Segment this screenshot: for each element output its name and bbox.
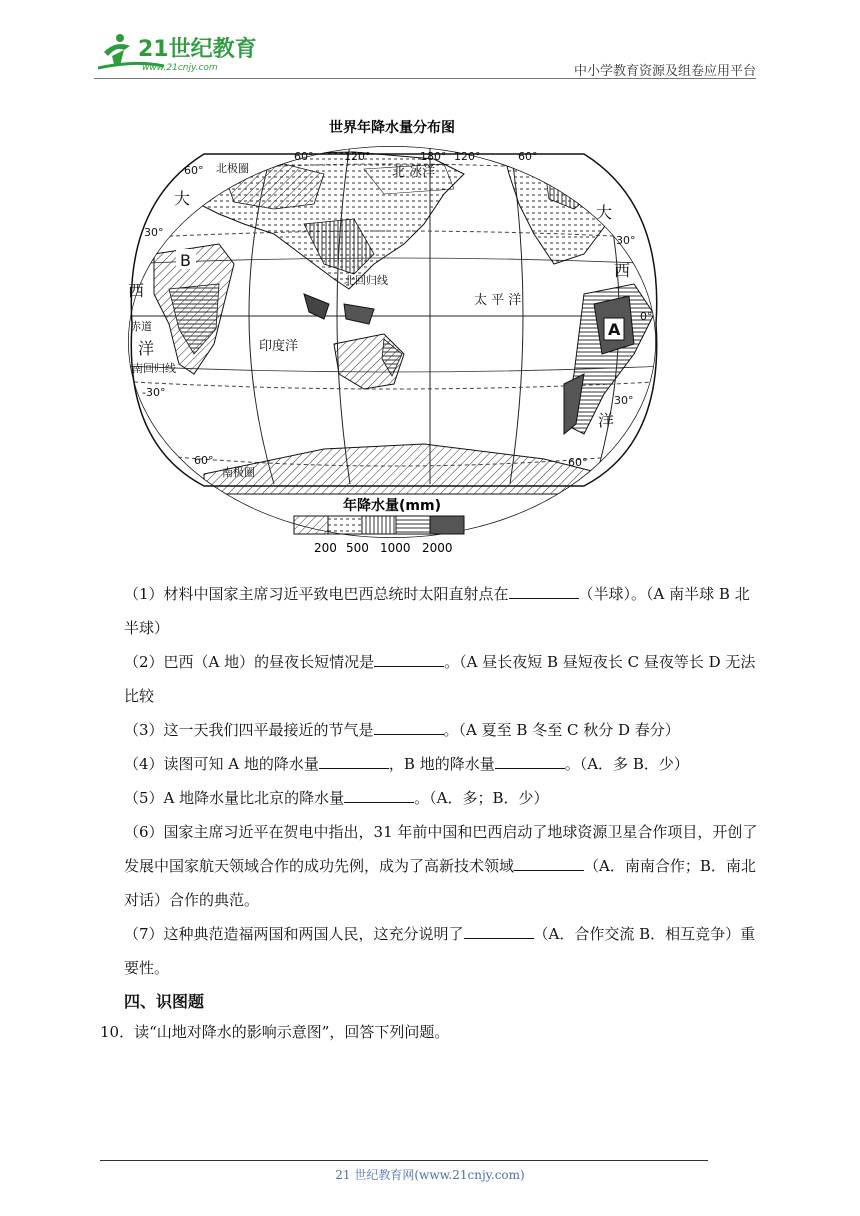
label-atlantic-w-3: 洋 — [138, 339, 155, 358]
lon-60e: 60° — [518, 150, 538, 163]
lat-60s-right: 60° — [568, 456, 588, 469]
label-atlantic-w-2: 西 — [128, 281, 145, 300]
section-title: 四、识图题 — [124, 992, 205, 1011]
header-divider — [94, 78, 756, 79]
lat-30n-left: 30° — [144, 226, 164, 239]
answer-blank[interactable] — [495, 754, 565, 769]
answer-blank[interactable] — [344, 788, 414, 803]
lat-60s-left: 60° — [194, 454, 214, 467]
label-atlantic-w-1: 大 — [174, 189, 191, 208]
answer-blank[interactable] — [374, 652, 444, 667]
lat-30s-left: -30° — [142, 386, 166, 399]
question-1: （1）材料中国家主席习近平致电巴西总统时太阳直射点在 （半球）。（A 南半球 B 北半球） — [124, 585, 750, 637]
site-logo — [94, 30, 264, 74]
logo-text: 21世纪教育 — [138, 37, 257, 62]
page-header — [94, 28, 756, 80]
map-title: 世界年降水量分布图 — [329, 120, 455, 136]
label-pacific: 太 平 洋 — [474, 293, 522, 308]
question-5: （5）A 地降水量比北京的降水量 。（A．多；B．少） — [124, 789, 549, 807]
answer-blank[interactable] — [509, 584, 579, 599]
label-indian-ocean: 印度洋 — [259, 339, 299, 354]
answer-blank[interactable] — [514, 856, 584, 871]
answer-blank[interactable] — [374, 720, 444, 735]
lon-120w: 120° — [454, 150, 481, 163]
point-a-label: A — [608, 320, 621, 339]
lon-60w: 60° — [294, 150, 314, 163]
question-3: （3）这一天我们四平最接近的节气是 。（A 夏至 B 冬至 C 秋分 D 春分） — [124, 721, 680, 739]
point-b-label: B — [180, 251, 191, 270]
question-10: 10．读“山地对降水的影响示意图”，回答下列问题。 — [100, 1023, 450, 1041]
question-4: （4）读图可知 A 地的降水量 ，B 地的降水量 。（A．多 B．少） — [124, 755, 689, 773]
question-2: （2）巴西（A 地）的昼夜长短情况是 。（A 昼长夜短 B 昼短夜长 C 昼夜等长 D 无法比较 — [124, 653, 756, 705]
lat-60n-left: 60° — [184, 164, 204, 177]
lat-30s-right: 30° — [614, 394, 634, 407]
legend-tick-500: 500 — [346, 541, 369, 555]
label-arctic-ocean: 北 冰洋 — [392, 165, 436, 180]
answer-blank[interactable] — [464, 924, 534, 939]
legend-tick-200: 200 — [314, 541, 337, 555]
label-atlantic-e-1: 大 — [596, 203, 613, 222]
question-7: （7）这种典范造福两国和两国人民，这充分说明了 （A．合作交流 B．相互竞争）重要性。 — [124, 925, 756, 977]
map-svg — [124, 114, 664, 560]
question-content — [100, 577, 762, 1045]
legend-title: 年降水量(mm) — [343, 498, 441, 514]
map-legend — [294, 497, 464, 555]
lon-180: 180° — [420, 150, 447, 163]
lat-0-right: 0° — [640, 310, 653, 323]
lon-120: 120° — [344, 150, 371, 163]
label-tropic-south: 南回归线 — [132, 362, 176, 375]
question-6: （6）国家主席习近平在贺电中指出，31 年前中国和巴西启动了地球资源卫星合作项目，开创了发展中国家航天领域合作的成功先例，成为了高新技术领域 （A．南南合作；B．南北对话）合作的典范。 — [124, 823, 758, 909]
label-tropic-north: 北回归线 — [344, 274, 388, 287]
logo-url: www.21cnjy.com — [142, 63, 218, 73]
label-atlantic-e-3: 洋 — [598, 411, 615, 430]
platform-name: 中小学教育资源及组卷应用平台 — [573, 64, 756, 79]
label-arctic-circle: 北极圈 — [216, 162, 249, 175]
legend-tick-2000: 2000 — [422, 541, 453, 555]
label-atlantic-e-2: 西 — [614, 261, 631, 280]
label-equator: 赤道 — [130, 320, 152, 333]
label-antarctic-circle: 南极圈 — [222, 466, 255, 479]
world-precipitation-map — [124, 114, 664, 560]
footer-text: 21 世纪教育网(www.21cnjy.com) — [335, 1168, 525, 1182]
legend-tick-1000: 1000 — [380, 541, 411, 555]
footer-divider — [100, 1160, 708, 1161]
lat-30n-right: 30° — [616, 234, 636, 247]
answer-blank[interactable] — [319, 754, 389, 769]
